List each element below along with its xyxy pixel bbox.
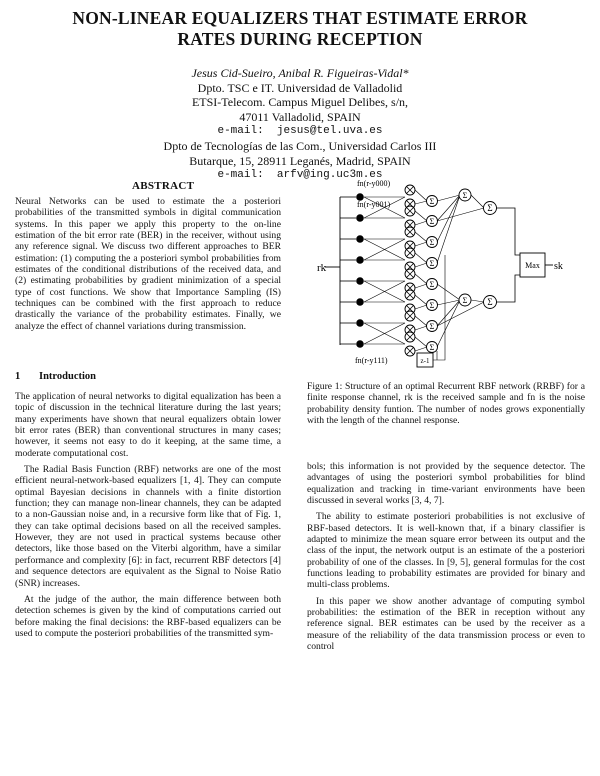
- abstract-heading: ABSTRACT: [132, 180, 195, 192]
- abstract-text: Neural Networks can be used to estimate the a posteriori probabilities of the transmitted symbols in digital communication systems. In this paper we apply this property to the on-line estimation of the bit error rate (BER) in the receiver, without using any reference signal. We discuss two different approaches to BER estimation: (1) computing the a posteriori symbol probabilities from estimates of the conditional distributions of the received data, and (2) estimating probabilities by gradient minimization of a special type of cost functions. We show that Importance Sampling (IS) techniques can be combined with the first approach to reduce drastically the variance of the probability estimates. Finally, we analyze the effect of channel variations during transmission.: [15, 196, 281, 332]
- right-paragraph-1: bols; this information is not provided by the sequence detector. The advantages of using the posteriori symbol probabilities for blind equalization and tracking in time-variant environments have been discussed in several works [3, 4, 7].: [307, 461, 585, 507]
- figure-1-caption: Figure 1: Structure of an optimal Recurrent RBF network (RRBF) for a finite response channel, rk is the received sample and fn is the noise probability density funtion. The number of nodes grows exponentially with the length of the channel response.: [307, 381, 585, 427]
- sum-symbol: Σ: [429, 238, 435, 247]
- address-2: Butarque, 15, 28911 Leganés, Madrid, SPAIN: [189, 153, 411, 168]
- address-1a: ETSI-Telecom. Campus Miguel Delibes, s/n,: [191, 95, 409, 110]
- sum-symbol: Σ: [429, 280, 435, 289]
- right-paragraph-2: The ability to estimate posteriori probabilities is not exclusive of RBF-based detectors. It is well-known that, if a binary classifier is adapted to minimize the mean square error between its output and the class of the input, the network output is an estimate of the a posteriori probability of one of the classes. In [9, 5], general formulas for the cost functions leading to probability estimates are provided for binary and multi-class problems.: [307, 511, 585, 591]
- section-1-heading: [15, 371, 96, 382]
- multiplier-nodes: [405, 185, 415, 356]
- affiliation-block: [0, 66, 600, 183]
- sum-symbol: Σ: [462, 191, 468, 200]
- delay-label: z-1: [420, 357, 430, 365]
- kernel-label-bottom: fn(r-y111): [355, 356, 388, 365]
- rbf-kernel: [356, 256, 364, 264]
- input-label: rk: [317, 262, 327, 274]
- sum-symbol: Σ: [487, 203, 493, 213]
- left-column-body: [15, 391, 281, 644]
- section-title: Introduction: [39, 371, 96, 382]
- rbf-kernel: [356, 235, 364, 243]
- kernel-label-top-1: fn(r-y000): [357, 179, 391, 188]
- email-2-label: e-mail:: [217, 169, 264, 182]
- kernel-label-top-2: fn(r-y001): [357, 200, 391, 209]
- abstract-body: [15, 196, 281, 337]
- email-1[interactable]: jesus@tel.uva.es: [276, 125, 383, 138]
- sum-symbol: Σ: [429, 259, 435, 268]
- rbf-kernel: [356, 340, 364, 348]
- sum-symbol: Σ: [429, 217, 435, 226]
- rbf-kernel: [356, 319, 364, 327]
- rbf-kernel: [356, 277, 364, 285]
- address-1b: 47011 Valladolid, SPAIN: [239, 109, 361, 124]
- title-line-1: NON-LINEAR EQUALIZERS THAT ESTIMATE ERROR: [72, 8, 528, 28]
- intro-paragraph-3: At the judge of the author, the main difference between both detection schemes is given by the kind of computations carried out before making the final decisions: the RBF-based equalizers can be used to compute the posteriori probabilities of the transmitted sym-: [15, 593, 281, 639]
- rbf-kernel: [356, 214, 364, 222]
- dept-2: Dpto de Tecnologías de las Com., Universidad Carlos III: [163, 138, 437, 153]
- output-label: sk: [554, 261, 563, 272]
- email-1-label: e-mail:: [217, 125, 264, 138]
- email-2[interactable]: arfv@ing.uc3m.es: [276, 169, 383, 182]
- sum-symbol: Σ: [429, 343, 435, 352]
- rrbf-diagram: [305, 175, 595, 375]
- intro-paragraph-2: The Radial Basis Function (RBF) networks are one of the most efficient neural-network-based equalizers [1, 4]. They can compute optimal Bayesian decisions in channels with a finite distortion function; they can manage non-linear channels, they can be adapted to a non-Gaussian noise and, in a recursive form like that of Fig. 1, they can take optimal decisions based on all the received samples. However, they are not used in practical systems because other detectors, like those based on the Viterbi algorithm, have a similar performance and complexity [6]: in fact, recurrent RBF detectors [4] and sequence detectors are equivalent as the Signal to Noise Ratio (SNR) increases.: [15, 464, 281, 589]
- authors: Jesus Cid-Sueiro, Anibal R. Figueiras-Vidal*: [191, 66, 409, 80]
- paper-title: [0, 8, 600, 50]
- sum-nodes-layer-1: [427, 196, 438, 353]
- sum-symbol: Σ: [462, 296, 468, 305]
- sum-symbol: Σ: [429, 301, 435, 310]
- sum-symbol: Σ: [429, 322, 435, 331]
- rbf-kernel: [356, 298, 364, 306]
- right-paragraph-3: In this paper we show another advantage of computing symbol probabilities: the estimation of the BER in reception without any reference signal. BER estimates can be used by the receiver as a measure of the reliability of the data transmission process or even to control: [307, 595, 585, 653]
- section-number: 1: [15, 371, 21, 382]
- dept-1: Dpto. TSC e IT. Universidad de Valladolid: [197, 80, 403, 95]
- email-1-row: [0, 124, 600, 139]
- title-line-2: RATES DURING RECEPTION: [177, 29, 423, 49]
- rbf-kernels: [356, 193, 364, 348]
- sum-symbol: Σ: [487, 297, 493, 307]
- max-label: Max: [525, 261, 540, 270]
- sum-symbol: Σ: [429, 197, 435, 206]
- sum-nodes-final: [484, 202, 497, 309]
- right-column-body: [307, 461, 585, 658]
- intro-paragraph-1: The application of neural networks to digital equalization has been a topic of discussion in the technical literature during the last years; many experiments have shown that neural equalizers obtain lower bit error rates (BER) than conventional structures in many cases; however, it seems not easy to do it keeping, at the same time, a moderate computational cost.: [15, 391, 281, 459]
- sum-nodes-layer-2: [459, 189, 471, 306]
